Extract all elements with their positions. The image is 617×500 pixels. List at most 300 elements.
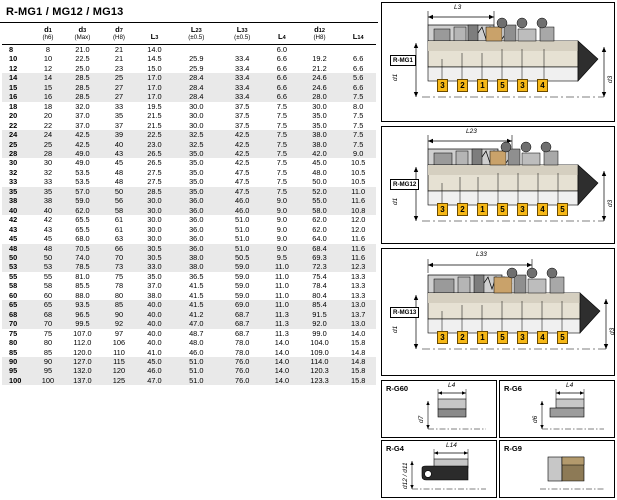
- table-cell: 13.7: [351, 309, 366, 319]
- table-cell: 35.0: [189, 167, 204, 177]
- table-cell: 9.0: [276, 243, 288, 253]
- table-cell: 59.0: [75, 196, 90, 206]
- table-cell: 60: [43, 290, 53, 300]
- part-number-callout: 5: [497, 331, 508, 344]
- table-cell-size: 75: [9, 328, 18, 338]
- table-cell: 49.0: [75, 158, 90, 168]
- table-cell-size: 33: [9, 177, 18, 187]
- table-cell: 61: [114, 224, 124, 234]
- table-cell: 55: [43, 271, 53, 281]
- th-tolerance: (H8): [313, 34, 326, 41]
- table-cell: 7.5: [276, 139, 288, 149]
- table-cell: 70.5: [75, 243, 90, 253]
- table-cell: 6.6: [276, 63, 288, 73]
- table-cell: 115: [113, 356, 125, 366]
- table-cell: 40.0: [147, 319, 162, 329]
- table-cell: 51.0: [235, 243, 250, 253]
- table-cell: 27.5: [147, 177, 162, 187]
- table-row: [2, 366, 376, 375]
- table-cell: 10.8: [351, 205, 366, 215]
- table-cell: 6.6: [276, 54, 288, 64]
- table-cell: 27: [114, 82, 124, 92]
- mg1-dim-top: L3: [454, 4, 462, 11]
- table-cell: 46.0: [147, 366, 162, 376]
- table-cell: 76.0: [235, 366, 250, 376]
- table-cell: 127.0: [73, 356, 92, 366]
- table-cell: 30.0: [189, 120, 204, 130]
- table-cell: 47.5: [235, 167, 250, 177]
- table-cell: 37.0: [75, 111, 90, 121]
- table-cell-size: 60: [9, 290, 18, 300]
- table-cell: 58.0: [312, 205, 327, 215]
- table-cell: 18: [43, 101, 53, 111]
- table-cell: 48.0: [189, 338, 204, 348]
- rg60-dim-left: d7: [418, 415, 425, 423]
- table-cell: 63: [114, 234, 124, 244]
- table-cell: 16: [43, 92, 53, 102]
- diagram-panel-mg12: [381, 126, 615, 244]
- page-title: R-MG1 / MG12 / MG13: [6, 6, 124, 18]
- table-cell: 38.0: [189, 262, 204, 272]
- table-cell: 7.5: [276, 177, 288, 187]
- table-cell: 53: [43, 262, 53, 272]
- table-cell-size: 55: [9, 271, 18, 281]
- table-cell: 28.5: [75, 82, 90, 92]
- th-L3: [136, 24, 174, 45]
- table-cell: 30.5: [147, 252, 162, 262]
- table-cell-size: 25: [9, 139, 18, 149]
- diagram-panel-rg60: [381, 380, 497, 438]
- table-cell: 68.7: [235, 309, 250, 319]
- table-cell: 13.3: [351, 290, 366, 300]
- table-cell: 92: [114, 319, 124, 329]
- table-cell: 9.5: [276, 252, 288, 262]
- th-tolerance: (±0.5): [234, 34, 251, 41]
- table-cell: 37: [114, 120, 124, 130]
- table-cell: 7.5: [276, 101, 288, 111]
- table-cell: 15.8: [351, 338, 366, 348]
- table-row: [2, 158, 376, 167]
- table-cell: 14.0: [147, 45, 162, 54]
- table-cell-size: 42: [9, 215, 18, 225]
- table-row: [2, 253, 376, 262]
- table-cell: 38: [43, 196, 53, 206]
- table-cell: 32.5: [189, 130, 204, 140]
- table-cell-size: 12: [9, 63, 18, 73]
- table-cell: 7.5: [276, 120, 288, 130]
- table-cell: 47.0: [189, 319, 204, 329]
- table-cell: 40.0: [147, 338, 162, 348]
- table-cell: 78.5: [75, 262, 90, 272]
- table-cell: 62.0: [312, 224, 327, 234]
- part-number-callout: 4: [537, 203, 548, 216]
- table-cell: 75: [43, 328, 53, 338]
- table-cell-size: 16: [9, 92, 18, 102]
- table-cell: 97: [114, 328, 124, 338]
- table-cell: 51.0: [235, 234, 250, 244]
- table-cell: 17.0: [147, 82, 162, 92]
- table-cell: 12: [43, 63, 53, 73]
- table-cell-size: 35: [9, 186, 18, 196]
- table-cell: 28: [43, 148, 53, 158]
- table-cell: 80: [114, 290, 124, 300]
- table-cell: 12.0: [351, 215, 366, 225]
- table-cell: 69.3: [312, 252, 327, 262]
- table-cell: 107.0: [73, 328, 92, 338]
- rg4-dim-left: d12 / d11: [402, 462, 409, 489]
- table-cell-size: 45: [9, 234, 18, 244]
- table-cell: 10: [43, 54, 53, 64]
- table-row: [2, 357, 376, 366]
- table-cell-size: 10: [9, 54, 18, 64]
- table-cell: 50: [43, 252, 53, 262]
- table-cell: 9.0: [276, 234, 288, 244]
- part-number-callout: 4: [537, 331, 548, 344]
- table-cell: 85.4: [312, 300, 327, 310]
- table-cell: 37.0: [75, 120, 90, 130]
- table-cell: 14.0: [274, 356, 290, 366]
- table-cell: 7.5: [276, 158, 288, 168]
- table-cell: 46.0: [235, 205, 250, 215]
- part-number-callout: 1: [477, 331, 488, 344]
- table-cell: 33: [43, 177, 53, 187]
- table-row: [2, 140, 376, 149]
- table-cell: 59.0: [235, 290, 250, 300]
- table-cell: 11.3: [274, 319, 289, 329]
- table-row: [2, 244, 376, 253]
- table-cell: 35.0: [312, 120, 327, 130]
- table-row: [2, 111, 376, 120]
- table-cell: 24.6: [312, 73, 327, 83]
- table-cell: 125: [112, 375, 126, 385]
- table-cell: 65.5: [75, 215, 90, 225]
- table-body: [2, 45, 376, 386]
- table-cell: 68.4: [312, 243, 327, 253]
- table-cell: 41.5: [189, 290, 204, 300]
- table-cell: 5.6: [353, 73, 364, 83]
- part-number-callout: 3: [437, 331, 448, 344]
- table-cell: 35.0: [189, 148, 204, 158]
- table-row: [2, 348, 376, 357]
- table-cell: 33.0: [147, 262, 162, 272]
- table-cell: 46.0: [189, 347, 204, 357]
- table-cell: 78: [114, 281, 124, 291]
- table-cell: 9.0: [276, 215, 288, 225]
- table-cell-size: 20: [9, 111, 18, 121]
- mg12-dim-top: L23: [466, 128, 477, 135]
- table-header: [2, 24, 376, 45]
- table-cell: 22.5: [147, 130, 162, 140]
- table-cell: 58: [43, 281, 53, 291]
- table-cell: 7.5: [276, 186, 288, 196]
- table-cell: 47.5: [235, 186, 250, 196]
- table-cell-size: 8: [9, 45, 14, 54]
- rg9-label: R-G9: [504, 444, 522, 453]
- th-symbol: L4: [278, 32, 286, 41]
- table-cell: 51.0: [189, 356, 204, 366]
- table-cell-size: 58: [9, 281, 18, 291]
- table-cell: 14.0: [274, 338, 290, 348]
- th-symbol: d3: [78, 25, 87, 34]
- rg4-dim-top: L14: [446, 442, 457, 449]
- table-row: [2, 376, 376, 385]
- table-cell: 36.0: [189, 234, 204, 244]
- table-row: [2, 102, 376, 111]
- th-L4: [265, 24, 298, 45]
- table-cell: 14.0: [274, 375, 290, 385]
- table-cell: 20: [43, 111, 53, 121]
- table-cell: 46.0: [235, 196, 250, 206]
- diagram-panel-rg9: [499, 440, 615, 498]
- part-number-callout: 4: [537, 79, 548, 92]
- table-row: [2, 225, 376, 234]
- rg60-dim-top: L4: [448, 382, 456, 389]
- table-cell: 48: [114, 177, 124, 187]
- table-cell: 30.0: [147, 215, 162, 225]
- th-L23: [173, 24, 219, 45]
- th-d1: [33, 24, 62, 45]
- table-cell: 7.5: [353, 92, 364, 102]
- table-cell: 11.6: [351, 243, 366, 253]
- table-cell-size: 70: [9, 319, 18, 329]
- rg4-label: R-G4: [386, 444, 404, 453]
- table-cell: 9.0: [353, 148, 364, 158]
- table-row: [2, 329, 376, 338]
- th-blank: [2, 24, 33, 45]
- table-cell: 8.0: [353, 101, 364, 111]
- table-cell: 28.0: [312, 92, 327, 102]
- mg1-dim-right: d3: [607, 75, 614, 83]
- rg6-label: R-G6: [504, 384, 522, 393]
- table-cell: 35: [43, 186, 53, 196]
- table-cell: 30.0: [189, 111, 204, 121]
- part-number-callout: 3: [437, 79, 448, 92]
- table-cell: 120.0: [73, 347, 92, 357]
- table-cell: 40: [114, 139, 124, 149]
- table-cell: 11.3: [274, 328, 289, 338]
- table-cell: 21: [114, 54, 124, 64]
- table-cell-size: 40: [9, 205, 18, 215]
- table-cell: 90: [114, 309, 124, 319]
- table-row: [2, 310, 376, 319]
- table-cell-size: 65: [9, 300, 18, 310]
- table-row: [2, 177, 376, 186]
- table-cell-size: 95: [9, 366, 18, 376]
- table-cell: 22.5: [75, 54, 90, 64]
- table-cell: [219, 45, 265, 55]
- table-cell: 6.6: [353, 54, 364, 64]
- table-cell: 21.0: [75, 45, 90, 54]
- table-cell: 110: [113, 347, 125, 357]
- table-cell: 62.0: [75, 205, 90, 215]
- mg1-dim-left: d1: [392, 73, 399, 81]
- table-row: [2, 300, 376, 309]
- table-cell: 70: [114, 252, 124, 262]
- table-cell: 37.5: [235, 120, 250, 130]
- table-cell: 7.5: [353, 139, 364, 149]
- part-number-callout: 5: [497, 79, 508, 92]
- table-cell: 41.5: [189, 281, 204, 291]
- table-cell: 7.5: [276, 167, 288, 177]
- table-cell: 24: [43, 130, 53, 140]
- table-cell: 6.6: [353, 82, 364, 92]
- th-symbol: d12: [314, 25, 325, 34]
- table-cell: 6.6: [353, 63, 364, 73]
- table-cell: 51.0: [189, 366, 204, 376]
- table-cell: 40: [43, 205, 53, 215]
- part-number-callout: 1: [477, 79, 488, 92]
- table-cell: 70: [43, 319, 53, 329]
- table-cell: 92.0: [312, 319, 327, 329]
- table-row: [2, 196, 376, 205]
- table-cell: 48.0: [312, 167, 327, 177]
- table-cell: 10.5: [351, 177, 366, 187]
- table-cell: 33.4: [235, 73, 250, 83]
- table-cell: 120.3: [310, 366, 329, 376]
- table-cell: 38.0: [147, 290, 162, 300]
- part-number-callout: 3: [437, 203, 448, 216]
- rg60-label: R-G60: [386, 384, 409, 393]
- table-cell: 15.8: [351, 366, 366, 376]
- table-cell: 64.0: [312, 234, 327, 244]
- table-cell: 14: [43, 73, 53, 83]
- table-cell: 99.0: [312, 328, 327, 338]
- mg13-dim-right: d3: [609, 327, 616, 335]
- table-cell: 109.0: [310, 347, 329, 357]
- th-tolerance: (h6): [42, 34, 54, 41]
- table-cell: 19.2: [312, 54, 327, 64]
- table-cell-size: 28: [9, 148, 18, 158]
- th-symbol: L14: [352, 32, 364, 41]
- table-cell: 40.0: [147, 300, 162, 310]
- table-cell: 85: [43, 347, 53, 357]
- table-cell: 56: [114, 196, 124, 206]
- diagram-panel-rg4: [381, 440, 497, 498]
- table-cell: 42.5: [235, 130, 250, 140]
- table-cell: 66: [114, 243, 124, 253]
- table-cell: 13.3: [351, 281, 366, 291]
- part-number-callout: 2: [457, 331, 468, 344]
- table-row: [2, 73, 376, 82]
- table-cell: 25: [114, 73, 124, 83]
- th-d3: [63, 24, 103, 45]
- table-cell: 45: [114, 158, 124, 168]
- title-divider: [0, 22, 378, 23]
- table-row: [2, 291, 376, 300]
- table-cell: 93.5: [75, 300, 90, 310]
- table-cell: 76.0: [235, 375, 250, 385]
- table-cell: 55.0: [312, 196, 327, 206]
- table-cell: 33.4: [235, 92, 250, 102]
- table-cell: 72.3: [312, 262, 327, 272]
- table-row: [2, 83, 376, 92]
- table-cell: 14.0: [351, 328, 366, 338]
- diagram-section: [379, 0, 617, 500]
- table-cell-size: 38: [9, 196, 18, 206]
- table-cell: 28.5: [75, 92, 90, 102]
- table-cell: 68.7: [235, 319, 250, 329]
- table-cell: 35.0: [147, 271, 162, 281]
- table-cell: 51.0: [189, 375, 204, 385]
- part-number-callout: 2: [457, 203, 468, 216]
- table-row: [2, 319, 376, 328]
- table-cell: 75.4: [312, 271, 327, 281]
- table-cell: 114.0: [310, 356, 329, 366]
- table-cell: 30.5: [147, 243, 162, 253]
- table-cell: 36.0: [189, 196, 204, 206]
- table-cell: 36.0: [189, 215, 204, 225]
- table-cell-size: 14: [9, 73, 18, 83]
- part-number-callout: 3: [517, 203, 528, 216]
- table-cell: 7.5: [353, 120, 364, 130]
- table-cell: 37.5: [235, 111, 250, 121]
- table-cell: 59.0: [235, 271, 250, 281]
- table-cell: 27.5: [147, 167, 162, 177]
- rg6-dim-top: L4: [566, 382, 574, 389]
- table-cell: 25.9: [189, 63, 204, 73]
- table-cell: 48: [43, 243, 53, 253]
- table-cell: 35.0: [312, 111, 327, 121]
- table-cell: 50.5: [235, 252, 250, 262]
- table-cell-size: 85: [9, 347, 18, 357]
- table-cell: 47.5: [235, 177, 250, 187]
- table-cell-size: 100: [9, 375, 22, 385]
- table-cell: 28.4: [189, 73, 204, 83]
- th-symbol: L3: [150, 32, 159, 41]
- table-cell: 13.0: [351, 300, 366, 310]
- mg12-tag: R-MG12: [390, 179, 419, 190]
- table-cell-size: 18: [9, 101, 18, 111]
- table-cell: 28.4: [189, 82, 204, 92]
- table-cell: 41.2: [189, 309, 204, 319]
- table-cell: 30.0: [147, 196, 162, 206]
- table-cell: 33.4: [235, 63, 250, 73]
- table-cell: 38.0: [189, 252, 204, 262]
- table-cell: 50: [114, 186, 124, 196]
- th-symbol: L33: [236, 25, 248, 34]
- table-cell: 112.0: [73, 338, 92, 348]
- table-cell: 96.5: [75, 309, 90, 319]
- mg13-dim-top: L33: [476, 251, 487, 258]
- table-cell: 95: [43, 366, 53, 376]
- table-cell: 49.0: [75, 148, 90, 158]
- table-cell-size: 30: [9, 158, 18, 168]
- table-cell: 80: [43, 338, 53, 348]
- table-cell: 51.0: [235, 215, 250, 225]
- table-cell-size: 24: [9, 130, 18, 140]
- table-cell: 11.0: [274, 290, 289, 300]
- table-row: [2, 130, 376, 139]
- table-cell: 8: [45, 45, 51, 54]
- table-cell-size: 48: [9, 243, 18, 253]
- part-number-callout: 5: [557, 203, 568, 216]
- table-cell: 15.8: [351, 375, 366, 385]
- table-cell: 10.5: [351, 167, 366, 177]
- table-cell: 21: [114, 45, 124, 54]
- table-cell: 38.0: [312, 130, 327, 140]
- table-cell: 30.0: [147, 224, 162, 234]
- table-cell: 80.4: [312, 290, 327, 300]
- table-cell: 14.5: [147, 54, 162, 64]
- table-cell: 42.5: [235, 139, 250, 149]
- table-cell: 9.0: [276, 205, 288, 215]
- part-number-callout: 5: [497, 203, 508, 216]
- table-cell: 62.0: [312, 215, 327, 225]
- th-L33: [219, 24, 265, 45]
- table-cell: 35.0: [189, 158, 204, 168]
- table-cell: 88.0: [75, 290, 90, 300]
- diagram-panel-mg1: [381, 2, 615, 122]
